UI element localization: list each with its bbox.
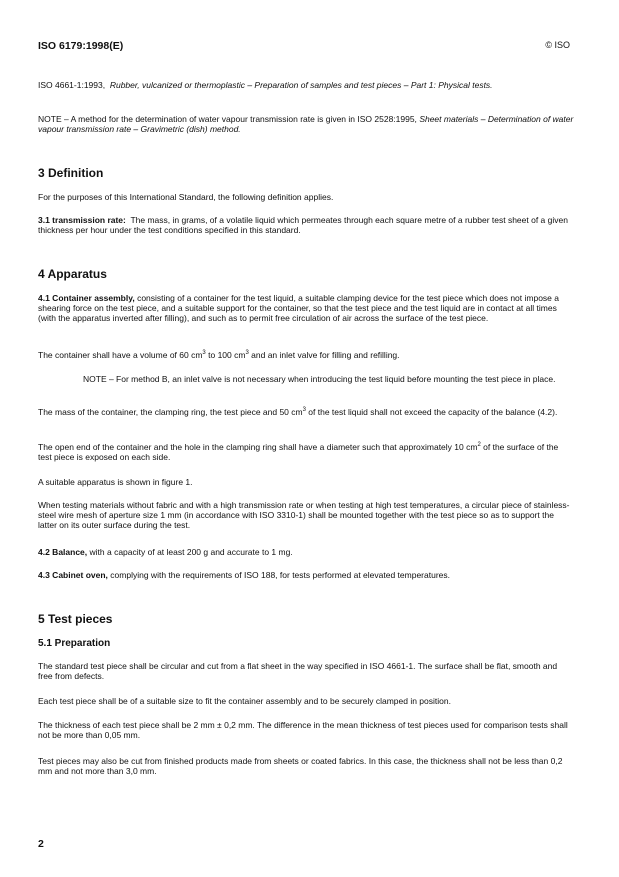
preparation-paragraph-3: The thickness of each test piece shall be 2 mm ± 0,2 mm. The difference in the mean thickness of test pieces used for comparison tests shall not be more than 0,05 mm. <box>38 720 568 740</box>
text-run: of the surface of the test piece is exposed on each side. <box>38 442 559 462</box>
intro-note-title: Sheet materials – Determination of water vapour transmission rate – Gravimetric (dish) method. <box>38 114 574 134</box>
clause-4-1-text: consisting of a container for the test liquid, a suitable clamping device for the test piece which does not impose a shearing force on the test piece, and a suitable support for the container, so that the test piece and the test liquid are in contact at all times (with the apparatus inverted after filling), and such as to permit free circulation of air across the surface of the test piece. <box>38 293 559 323</box>
container-volume-paragraph <box>38 350 574 360</box>
section-3-heading: 3 Definition <box>38 166 104 180</box>
superscript: 3 <box>302 407 306 414</box>
clause-4-3 <box>38 570 574 580</box>
figure-reference: A suitable apparatus is shown in figure 1. <box>38 477 193 487</box>
text-run: The mass of the container, the clamping ring, the test piece and 50 cm <box>38 407 303 417</box>
definition-term: 3.1 transmission rate: <box>38 215 126 225</box>
text-run: The container shall have a volume of 60 cm <box>38 350 203 360</box>
mass-paragraph <box>38 407 574 417</box>
intro-note-text: NOTE – A method for the determination of water vapour transmission rate is given in ISO 2528:1995, <box>38 114 417 124</box>
preparation-paragraph-2: Each test piece shall be of a suitable size to fit the container assembly and to be securely clamped in position. <box>38 696 451 706</box>
open-end-paragraph <box>38 442 574 462</box>
reference-code: ISO 4661-1:1993, <box>38 80 106 90</box>
clause-4-2 <box>38 547 574 557</box>
text-run: of the test liquid shall not exceed the capacity of the balance (4.2). <box>305 407 558 417</box>
superscript: 2 <box>477 442 481 449</box>
text-run: The open end of the container and the hole in the clamping ring shall have a diameter such that approximately 10 cm <box>38 442 478 452</box>
header-copyright: © ISO <box>545 40 570 50</box>
superscript: 3 <box>202 350 206 357</box>
clause-4-3-term: 4.3 Cabinet oven, <box>38 570 108 580</box>
definition-text: The mass, in grams, of a volatile liquid which permeates through each square metre of a rubber test sheet of a given thickness per hour under the test conditions specified in this standard. <box>38 215 568 235</box>
clause-4-2-term: 4.2 Balance, <box>38 547 88 557</box>
intro-note <box>38 114 574 134</box>
text-run: to 100 cm <box>205 350 246 360</box>
wire-mesh-paragraph: When testing materials without fabric and with a high transmission rate or when testing at high test temperatures, a circular piece of stainless-steel wire mesh of aperture size 1 mm (in accordance with ISO 3310-1) shall be mounted together with the test piece so as to support the latter on its outer surface during the test. <box>38 500 570 530</box>
normative-reference <box>38 80 574 90</box>
text-run: and an inlet valve for filling and refilling. <box>248 350 400 360</box>
reference-title: Rubber, vulcanized or thermoplastic – Preparation of samples and test pieces – Part 1: Physical tests. <box>109 80 493 90</box>
method-b-note: NOTE – For method B, an inlet valve is not necessary when introducing the test liquid before mounting the test piece in place. <box>83 374 556 384</box>
preparation-paragraph-4: Test pieces may also be cut from finished products made from sheets or coated fabrics. In this case, the thickness shall not be less than 0,2 mm and not more than 3,0 mm. <box>38 756 563 776</box>
clause-4-2-text: with a capacity of at least 200 g and accurate to 1 mg. <box>89 547 293 557</box>
clause-4-3-text: complying with the requirements of ISO 188, for tests performed at elevated temperatures. <box>110 570 450 580</box>
section-5-heading: 5 Test pieces <box>38 612 113 626</box>
clause-4-1-term: 4.1 Container assembly, <box>38 293 135 303</box>
section-3-intro: For the purposes of this International Standard, the following definition applies. <box>38 192 334 202</box>
superscript: 3 <box>245 350 249 357</box>
page-number: 2 <box>38 838 44 850</box>
subsection-5-1-heading: 5.1 Preparation <box>38 638 111 649</box>
preparation-paragraph-1: The standard test piece shall be circular and cut from a flat sheet in the way specified in ISO 4661-1. The surface shall be flat, smooth and free from defects. <box>38 661 558 681</box>
header-document-id: ISO 6179:1998(E) <box>38 40 124 52</box>
definition-3-1 <box>38 215 574 235</box>
clause-4-1 <box>38 293 574 323</box>
section-4-heading: 4 Apparatus <box>38 267 107 281</box>
